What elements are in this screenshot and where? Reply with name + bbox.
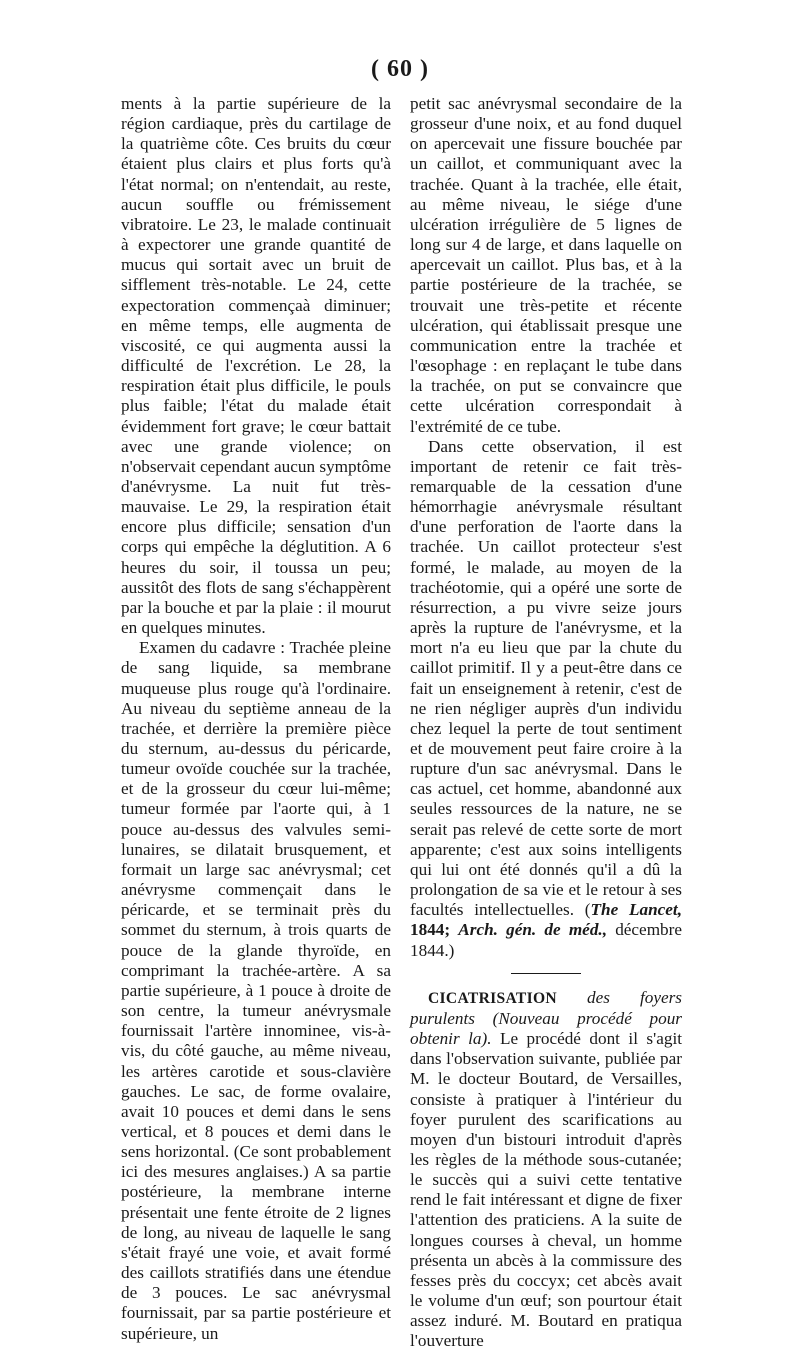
- section-divider: [511, 973, 581, 974]
- left-column: [121, 94, 391, 1344]
- citation-source-archives: Arch. gén. de méd.,: [458, 920, 608, 940]
- observation-commentary: Dans cette observation, il est important de retenir ce fait très-remarquable de la cessation d'une hémorrhagie anévrysmale résultant d'une perforation de l'aorte dans la trachée. Un caillot protecteur s'est formé, le malade, au moyen de la trachéotomie, qui a opéré une sorte de résurrection, a pu vivre seize jours après la rupture de l'anévrysme, et la mort n'a eu lieu que par la chute du caillot primitif. Il y a peut-être dans ce fait un enseignement à retenir, c'est de ne rien négliger auprès d'un individu chez lequel la perte de tout sentiment et de mouvement peut faire croire à la rupture d'un sac anévrysmal. Dans le cas actuel, cet homme, abandonné aux seules ressources de la nature, ne se serait pas relevé de cette sorte de mort apparente; c'est aux soins intelligents qui lui ont été donnés qu'il a dû la prolongation de sa vie et le retour à ses facultés intellectuelles. (: [410, 436, 682, 920]
- page-number: ( 60 ): [371, 56, 429, 82]
- right-column: [410, 94, 682, 1352]
- right-paragraph-3: [410, 988, 682, 1352]
- section-body: Le procédé dont il s'agit dans l'observation suivante, publiée par M. le docteur Boutard, de Versailles, consiste à pratiquer à l'intérieur du foyer purulent des scarifications au moyen d'un bistouri introduit d'après les règles de la méthode sous-cutanée; le succès qui a suivi cette tentative rend le fait intéressant et digne de fixer l'attention des praticiens. A la suite de longues courses à cheval, un homme présenta un abcès à la commissure des fesses près du coccyx; cet abcès avait le volume d'un œuf; son pourtour était assez induré. M. Boutard en pratiqua l'ouverture: [410, 1029, 682, 1351]
- citation-source-lancet: The Lancet,: [590, 900, 682, 920]
- citation-year: 1844;: [410, 920, 459, 940]
- right-paragraph-1: petit sac anévrysmal secondaire de la grosseur d'une noix, et au fond duquel on apercevait une fissure bouchée par un caillot, et communiquant avec la trachée. Quant à la trachée, elle était, au même niveau, le siége d'une ulcération irrégulière de 5 lignes de long sur 4 de large, et dans laquelle on apercevait un caillot. Plus bas, et à la partie postérieure de la trachée, se trouvait une très-petite et récente ulcération, qui établissait presque une communication entre la trachée et l'œsophage : en replaçant le tube dans la trachée, on put se convaincre que cette ulcération correspondait à l'extrémité de ce tube.: [410, 94, 682, 436]
- left-paragraph-1: ments à la partie supérieure de la région cardiaque, près du cartilage de la quatrième côte. Ces bruits du cœur étaient plus clairs et plus forts qu'à l'état normal; on n'entendait, au reste, aucun souffle ou frémissement vibratoire. Le 23, le malade continuait à expectorer une grande quantité de mucus qui sortait avec un bruit de sifflement très-notable. Le 24, cette expectoration commençaà diminuer; en même temps, elle augmenta de viscosité, ce qui augmenta aussi la difficulté de l'excrétion. Le 28, la respiration était plus difficile, le pouls plus faible; l'état du malade était évidemment fort grave; le cœur battait avec une grande violence; on n'observait cependant aucun symptôme d'anévrysme. La nuit fut très-mauvaise. Le 29, la respiration était encore plus difficile; sensation d'un corps qui empêche la déglutition. A 6 heures du soir, il toussa un peu; aussitôt des flots de sang s'échappèrent par la bouche et par la plaie : il mourut en quelques minutes.: [121, 94, 391, 638]
- left-paragraph-2: Examen du cadavre : Trachée pleine de sang liquide, sa membrane muqueuse plus rouge qu'à l'ordinaire. Au niveau du septième anneau de la trachée, et derrière la première pièce du sternum, au-dessus du péricarde, tumeur ovoïde couchée sur la trachée, et de la grosseur du cœur lui-même; tumeur formée par l'aorte qui, à 1 pouce au-dessus des valvules semi-lunaires, se dilatait brusquement, et formait un large sac anévrysmal; cet anévrysme commençait dans le péricarde, et se terminait près du sommet du sternum, à trois quarts de pouce de la glande thyroïde, en comprimant la trachée-artère. A sa partie supérieure, à 1 pouce à droite de son centre, la tumeur anévrysmale fournissait l'artère innominee, vis-à-vis, du côté gauche, au même niveau, les artères carotide et sous-clavière gauches. Le sac, de forme ovalaire, avait 10 pouces et demi dans le sens vertical, et 8 pouces et demi dans le sens horizontal. (Ce sont probablement ici des mesures anglaises.) A sa partie postérieure, la membrane interne présentait une fente étroite de 2 lignes de long, au niveau de laquelle le sang s'était frayé une voie, et avait formé des caillots stratifiés dans une étendue de 3 pouces. Le sac anévrysmal fournissait, par sa partie postérieure et supérieure, un: [121, 638, 391, 1343]
- citation-date: décembre 1844.): [410, 920, 683, 960]
- right-paragraph-2: [410, 437, 682, 961]
- section-heading-rest: des foyers purulents (Nouveau procédé pour obtenir la).: [410, 987, 682, 1049]
- section-heading: CICATRISATION: [428, 989, 557, 1007]
